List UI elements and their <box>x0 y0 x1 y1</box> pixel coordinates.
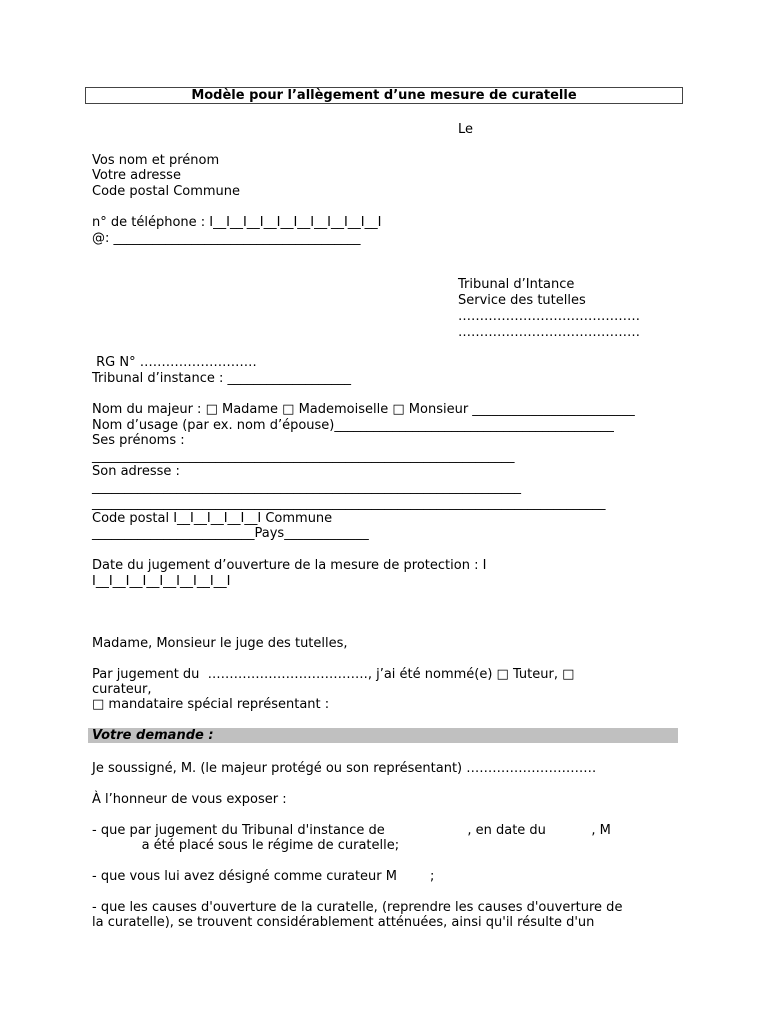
demande-causes-line-1: - que les causes d'ouverture de la curatelle, (reprendre les causes d'ouverture de <box>92 900 623 915</box>
sender-name: Vos nom et prénom <box>92 153 220 168</box>
majeur-adresse-line-1: __________________________________________________________________ <box>92 480 521 495</box>
par-jugement-line-2: curateur, <box>92 682 152 697</box>
jugement-date-line-1: Date du jugement d’ouverture de la mesure de protection : I <box>92 558 487 573</box>
rg-number: RG N° ……………………… <box>92 355 257 370</box>
recipient-line-1: Tribunal d’Intance <box>458 277 575 292</box>
majeur-prenoms-line: _________________________________________________________________ <box>92 449 515 464</box>
majeur-prenoms-label: Ses prénoms : <box>92 433 185 448</box>
date-label: Le <box>458 122 474 137</box>
majeur-pays: _________________________Pays_____________ <box>92 526 369 541</box>
salutation: Madame, Monsieur le juge des tutelles, <box>92 636 348 651</box>
par-jugement-line-3: □ mandataire spécial représentant : <box>92 697 330 712</box>
sender-postal: Code postal Commune <box>92 184 241 199</box>
sender-email: @: ______________________________________ <box>92 231 361 246</box>
tribunal-instance: Tribunal d’instance : ___________________ <box>92 371 352 386</box>
demande-jugement-line-2: a été placé sous le régime de curatelle; <box>92 838 400 853</box>
demande-causes-line-2: la curatelle), se trouvent considérablement atténuées, ainsi qu'il résulte d'un <box>92 915 595 930</box>
demande-honneur: À l’honneur de vous exposer : <box>92 792 287 807</box>
recipient-line-3: …………………………………… <box>458 309 640 324</box>
recipient-line-4: …………………………………… <box>458 325 640 340</box>
demande-jugement-line-1: - que par jugement du Tribunal d'instance de , en date du , M <box>92 823 611 838</box>
document-title: Modèle pour l’allègement d’une mesure de curatelle <box>85 87 683 104</box>
majeur-adresse-line-2: _______________________________________________________________________________ <box>92 496 606 511</box>
majeur-nom: Nom du majeur : □ Madame □ Mademoiselle □ Monsieur _________________________ <box>92 402 635 417</box>
jugement-date-line-2: I__I__I__I__I__I__I__I__I <box>92 574 231 589</box>
majeur-adresse-label: Son adresse : <box>92 464 180 479</box>
majeur-usage: Nom d’usage (par ex. nom d’épouse)___________________________________________ <box>92 418 614 433</box>
demande-curateur: - que vous lui avez désigné comme curateur M ; <box>92 869 435 884</box>
recipient-line-2: Service des tutelles <box>458 293 586 308</box>
demande-soussigne: Je soussigné, M. (le majeur protégé ou son représentant) ………………………… <box>92 761 597 776</box>
sender-address: Votre adresse <box>92 168 181 183</box>
sender-phone: n° de téléphone : I__I__I__I__I__I__I__I__I__I__I <box>92 215 382 230</box>
section-votre-demande: Votre demande : <box>88 728 678 743</box>
majeur-postal: Code postal I__I__I__I__I__I Commune <box>92 511 333 526</box>
par-jugement-line-1: Par jugement du ………………………………., j’ai été nommé(e) □ Tuteur, □ <box>92 667 575 682</box>
